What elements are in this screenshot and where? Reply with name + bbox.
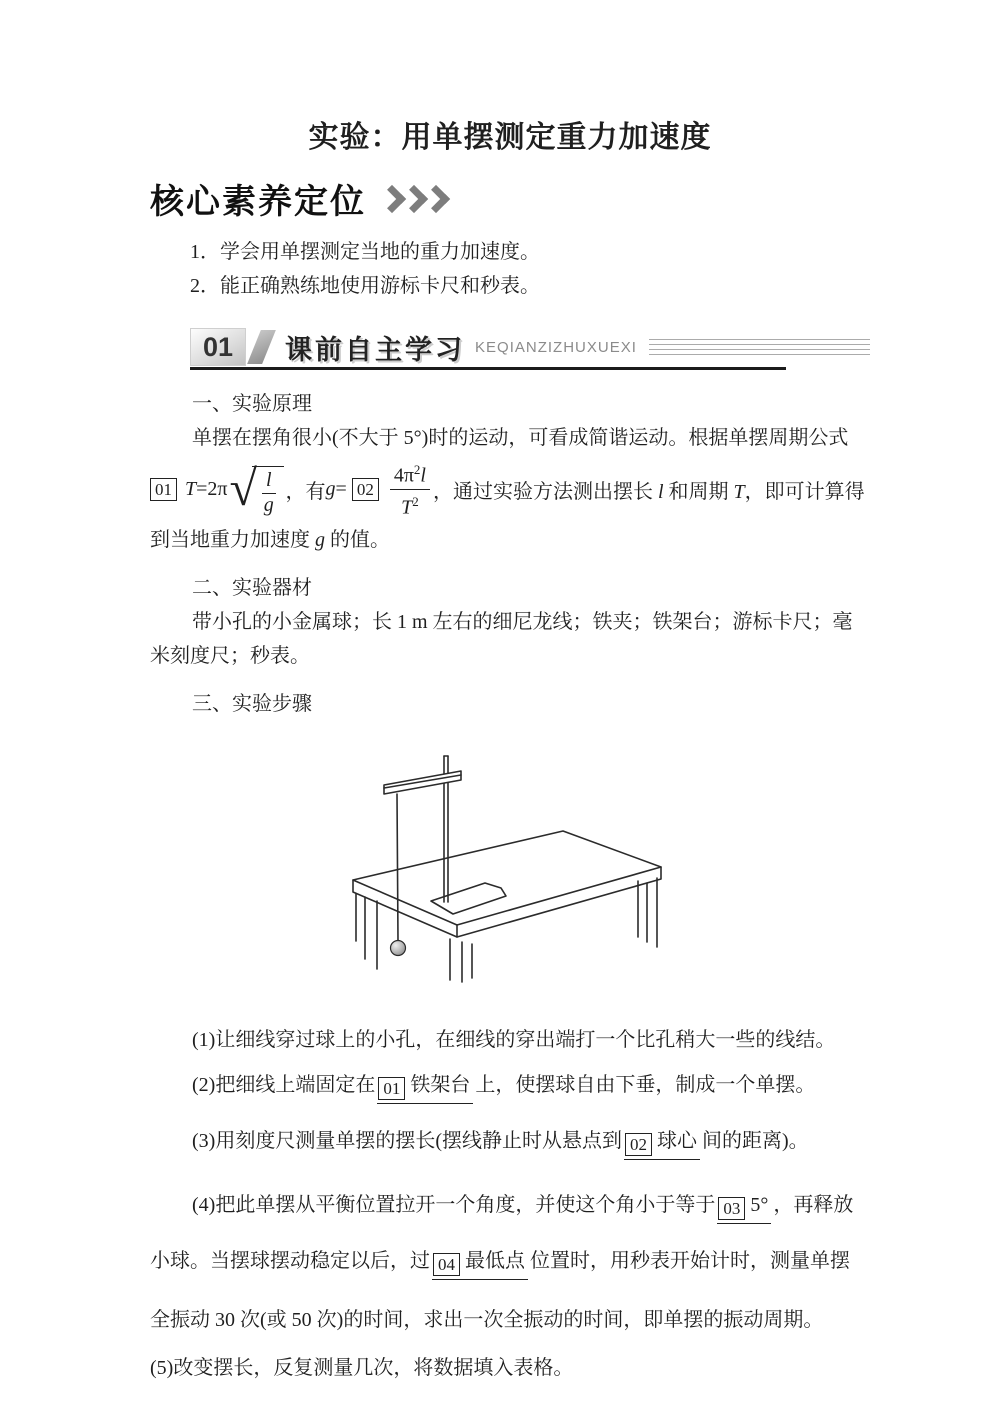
principle-text-line3: 到当地重力加速度 g 的值。: [150, 529, 390, 551]
fraction-l-over-g: [262, 469, 276, 517]
fraction-numerator: l: [262, 469, 276, 494]
formula-tail-text: ，通过实验方法测出摆长 l 和周期 T，即可计算得: [432, 480, 865, 503]
step-2: (2)把细线上端固定在 01 铁架台 上，使摆球自由下垂，制成一个单摆。: [150, 1057, 870, 1113]
answer-box: 03: [718, 1197, 745, 1220]
section-banner-pinyin: KEQIANZIZHUXUEXI: [475, 338, 637, 356]
table-top: [353, 831, 661, 925]
answer-box-01: 01: [150, 478, 177, 501]
square-root: [230, 461, 284, 517]
rule-line: [649, 344, 870, 345]
step-1: (1)让细线穿过球上的小孔，在细线的穿出端打一个比孔稍大一些的线结。: [192, 1029, 836, 1051]
answer-box-02: 02: [352, 478, 379, 501]
equipment-line2: 米刻度尺；秒表。: [150, 645, 310, 667]
page-title: 实验：用单摆测定重力加速度: [308, 121, 712, 154]
answer-box: 01: [378, 1077, 405, 1100]
section-heading-equipment: 二、实验器材: [192, 577, 312, 599]
answer-text: 最低点: [465, 1250, 525, 1272]
fraction-denominator: $T^2$: [401, 494, 419, 519]
var-T: T: [185, 477, 197, 500]
procedure-steps: [150, 1023, 870, 1385]
formula-row: [150, 455, 870, 523]
fraction-4pi2l-over-T2: [390, 458, 430, 519]
answer-blank-04: [432, 1249, 528, 1280]
triple-chevron-icon: [380, 189, 446, 209]
principle-text-line1: 单摆在摆角很小(不大于 5°)时的运动，可看成简谐运动。根据单摆周期公式: [192, 427, 849, 449]
goal-item-1: 1．学会用单摆测定当地的重力加速度。: [190, 241, 540, 263]
section-number-badge: 01: [190, 328, 246, 366]
answer-box: 02: [625, 1133, 652, 1156]
section-heading-principle: 一、实验原理: [192, 393, 312, 415]
answer-text: 球心: [656, 1130, 697, 1152]
banner-rule-lines: [649, 339, 870, 355]
answer-box: 04: [433, 1253, 460, 1276]
answer-blank-01: [377, 1073, 473, 1104]
core-literacy-label: 核心素养定位: [150, 183, 366, 221]
goal-item-2: 2．能正确熟练地使用游标卡尺和秒表。: [190, 275, 540, 297]
eq-2pi: =2π: [196, 477, 228, 500]
step-5: (5)改变摆长，反复测量几次，将数据填入表格。: [150, 1357, 574, 1379]
rule-line: [649, 339, 870, 340]
equals-sign: =: [335, 477, 347, 500]
answer-blank-03: [717, 1193, 771, 1224]
section-banner-title: 课前自主学习: [285, 334, 466, 365]
slash-decoration-icon: [247, 330, 276, 364]
pendulum-on-table-figure: [320, 735, 700, 1005]
answer-text: 铁架台: [410, 1074, 471, 1096]
step-4-line3: 全振动 30 次(或 50 次)的时间，求出一次全振动的时间，即单摆的振动周期。: [150, 1309, 824, 1331]
clamp-arm: [384, 771, 461, 794]
answer-blank-02: [624, 1129, 700, 1160]
formula-mid-text: ，有: [285, 480, 326, 503]
core-literacy-header: [150, 174, 870, 223]
section-banner: [190, 327, 870, 367]
var-g: g: [325, 477, 336, 500]
step-4-line1: (4)把此单摆从平衡位置拉开一个角度，并使这个角小于等于 03 5° ，再释放: [150, 1177, 870, 1233]
answer-text: 5°: [750, 1194, 769, 1216]
step-3: (3)用刻度尺测量单摆的摆长(摆线静止时从悬点到 02 球心 间的距离)。: [150, 1113, 870, 1169]
chevron-right-icon: [422, 184, 450, 212]
section-heading-procedure: 三、实验步骤: [192, 693, 312, 715]
fraction-numerator: $4\pi^2l$: [390, 458, 430, 490]
rule-line: [649, 349, 870, 350]
radical-sign: √: [229, 460, 257, 516]
pendulum-ball: [391, 941, 406, 956]
fraction-denominator: g: [263, 494, 274, 516]
step-4-line2: 小球。当摆球摆动稳定以后，过 04 最低点 位置时，用秒表开始计时，测量单摆: [150, 1233, 870, 1289]
rule-line: [649, 354, 870, 355]
pendulum-string: [397, 794, 398, 941]
equipment-line1: 带小孔的小金属球；长 1 m 左右的细尼龙线；铁夹；铁架台；游标卡尺；毫: [192, 611, 853, 633]
